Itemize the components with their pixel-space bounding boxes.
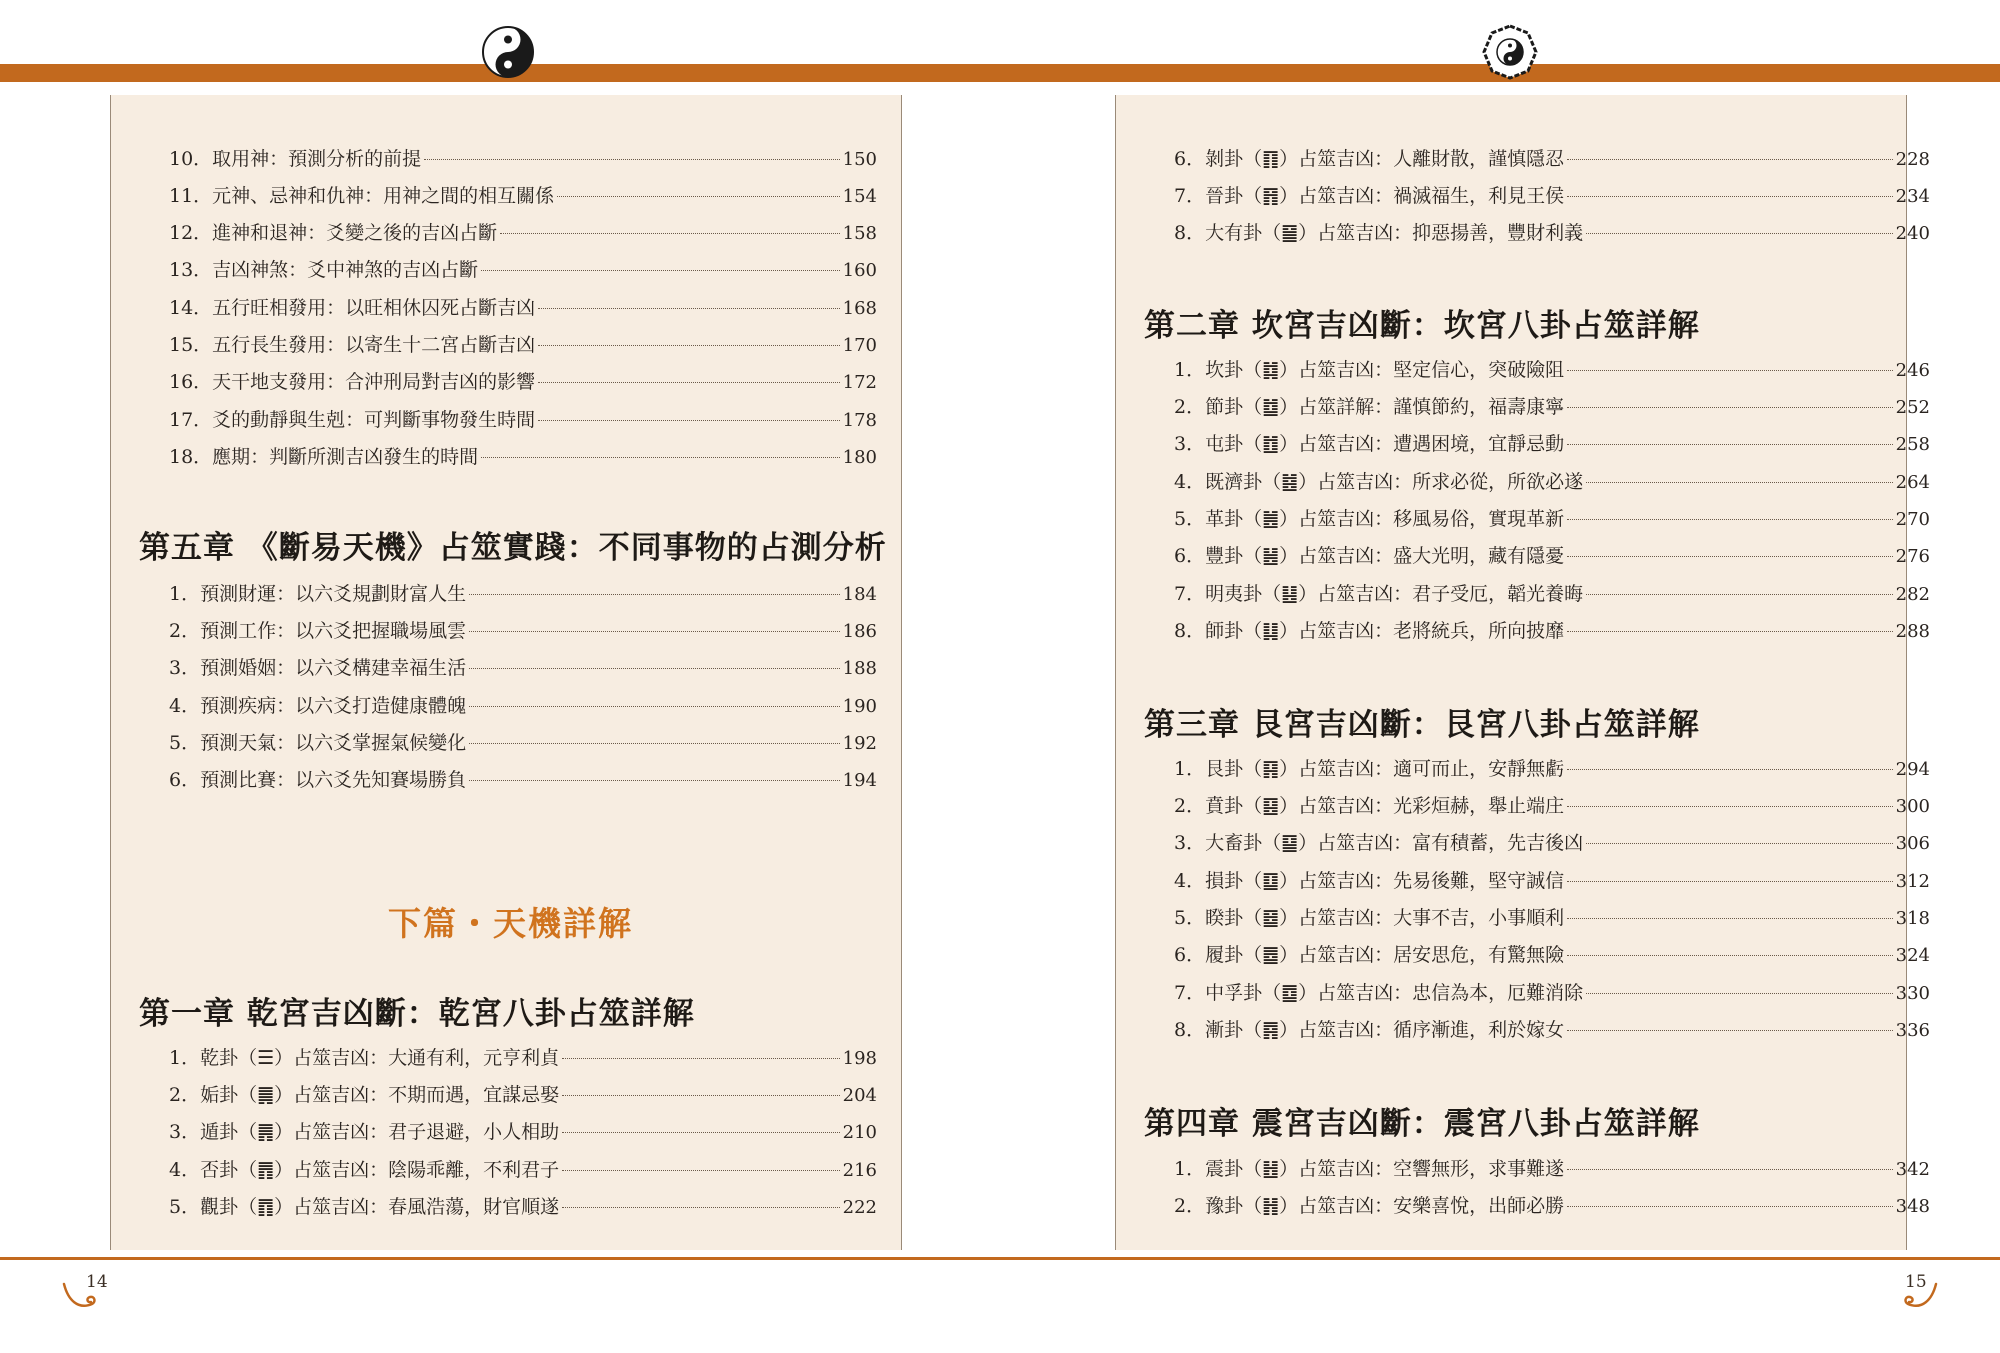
top-accent-bar (0, 64, 2000, 82)
leader-dots (469, 631, 840, 632)
leader-dots (538, 345, 839, 346)
leader-dots (562, 1170, 840, 1171)
leader-dots (469, 668, 840, 669)
toc-entry[interactable]: 13．吉凶神煞：爻中神煞的吉凶占斷 160 (169, 259, 877, 281)
toc-entry[interactable]: 4．損卦（䷨）占筮吉凶：先易後難，堅守誠信 312 (1174, 870, 1930, 892)
toc-entry[interactable]: 11．元神、忌神和仇神：用神之間的相互關係 154 (169, 185, 877, 207)
leader-dots (557, 196, 839, 197)
yin-yang-icon (480, 24, 536, 80)
page-number-right: 15 (1905, 1272, 1927, 1292)
toc-entry[interactable]: 5．觀卦（䷓）占筮吉凶：春風浩蕩，財官順遂 222 (169, 1196, 877, 1218)
toc-entry[interactable]: 1．乾卦（☰）占筮吉凶：大通有利，元亨利貞 198 (169, 1047, 877, 1069)
leader-dots (481, 457, 839, 458)
leader-dots (481, 270, 839, 271)
leader-dots (1586, 233, 1893, 234)
leader-dots (1567, 1169, 1893, 1170)
toc-entry[interactable]: 8．漸卦（䷴）占筮吉凶：循序漸進，利於嫁女 336 (1174, 1019, 1930, 1041)
toc-entry[interactable]: 3．大畜卦（䷙）占筮吉凶：富有積蓄，先吉後凶 306 (1174, 832, 1930, 854)
toc-entry[interactable]: 18．應期：判斷所測吉凶發生的時間 180 (169, 446, 877, 468)
leader-dots (562, 1132, 840, 1133)
chapter-4-heading[interactable]: 第四章 震宮吉凶斷：震宮八卦占筮詳解 (1144, 1106, 1700, 1142)
leader-dots (1567, 881, 1893, 882)
leader-dots (1586, 594, 1893, 595)
leader-dots (562, 1058, 840, 1059)
toc-entry[interactable]: 5．革卦（䷰）占筮吉凶：移風易俗，實現革新 270 (1174, 508, 1930, 530)
toc-entry[interactable]: 10．取用神：預測分析的前提 150 (169, 148, 877, 170)
toc-entry[interactable]: 2．賁卦（䷕）占筮吉凶：光彩烜赫，舉止端庄 300 (1174, 795, 1930, 817)
page-number-left: 14 (86, 1272, 108, 1292)
toc-entry[interactable]: 1．艮卦（䷳）占筮吉凶：適可而止，安靜無虧 294 (1174, 758, 1930, 780)
leader-dots (1567, 196, 1893, 197)
leader-dots (469, 780, 840, 781)
leader-dots (1586, 993, 1893, 994)
toc-entry[interactable]: 7．晉卦（䷢）占筮吉凶：禍滅福生，利見王侯 234 (1174, 185, 1930, 207)
toc-entry[interactable]: 1．坎卦（䷜）占筮吉凶：堅定信心，突破險阻 246 (1174, 359, 1930, 381)
toc-entry[interactable]: 6．豐卦（䷶）占筮吉凶：盛大光明，藏有隱憂 276 (1174, 545, 1930, 567)
toc-entry[interactable]: 14．五行旺相發用：以旺相休囚死占斷吉凶 168 (169, 297, 877, 319)
toc-entry[interactable]: 2．姤卦（䷫）占筮吉凶：不期而遇，宜謀忌娶 204 (169, 1084, 877, 1106)
toc-entry[interactable]: 1．震卦（䷲）占筮吉凶：空響無形，求事難遂 342 (1174, 1158, 1930, 1180)
leader-dots (1567, 769, 1893, 770)
toc-entry[interactable]: 8．師卦（䷆）占筮吉凶：老將統兵，所向披靡 288 (1174, 620, 1930, 642)
leader-dots (1586, 482, 1893, 483)
bagua-icon (1482, 24, 1538, 80)
chapter-1-heading[interactable]: 第一章 乾宮吉凶斷：乾宮八卦占筮詳解 (139, 996, 695, 1032)
leader-dots (1567, 159, 1893, 160)
chapter-2-heading[interactable]: 第二章 坎宮吉凶斷：坎宮八卦占筮詳解 (1144, 308, 1700, 344)
toc-entry[interactable]: 6．剝卦（䷖）占筮吉凶：人離財散，謹慎隱忍 228 (1174, 148, 1930, 170)
leader-dots (1567, 631, 1893, 632)
leader-dots (469, 743, 840, 744)
toc-entry[interactable]: 3．預測婚姻：以六爻構建幸福生活 188 (169, 657, 877, 679)
toc-entry[interactable]: 1．預測財運：以六爻規劃財富人生 184 (169, 583, 877, 605)
leader-dots (1567, 918, 1893, 919)
leader-dots (1567, 444, 1893, 445)
leader-dots (1567, 556, 1893, 557)
leader-dots (562, 1207, 840, 1208)
toc-entry[interactable]: 2．預測工作：以六爻把握職場風雲 186 (169, 620, 877, 642)
toc-entry[interactable]: 6．預測比賽：以六爻先知賽場勝負 194 (169, 769, 877, 791)
toc-entry[interactable]: 3．遁卦（䷠）占筮吉凶：君子退避，小人相助 210 (169, 1121, 877, 1143)
leader-dots (1567, 955, 1893, 956)
toc-entry[interactable]: 4．否卦（䷋）占筮吉凶：陰陽乖離，不利君子 216 (169, 1159, 877, 1181)
leader-dots (538, 382, 839, 383)
toc-entry[interactable]: 2．節卦（䷻）占筮詳解：謹慎節約，福壽康寧 252 (1174, 396, 1930, 418)
leader-dots (1567, 407, 1893, 408)
toc-entry[interactable]: 16．天干地支發用：合沖刑局對吉凶的影響 172 (169, 371, 877, 393)
leader-dots (469, 706, 840, 707)
flourish-right-icon (1902, 1280, 1938, 1316)
right-page (1115, 95, 1930, 1250)
leader-dots (538, 420, 839, 421)
toc-entry[interactable]: 7．明夷卦（䷣）占筮吉凶：君子受厄，韜光養晦 282 (1174, 583, 1930, 605)
leader-dots (538, 308, 839, 309)
leader-dots (1567, 806, 1893, 807)
leader-dots (562, 1095, 840, 1096)
toc-entry[interactable]: 5．預測天氣：以六爻掌握氣候變化 192 (169, 732, 877, 754)
leader-dots (424, 159, 839, 160)
toc-entry[interactable]: 2．豫卦（䷏）占筮吉凶：安樂喜悅，出師必勝 348 (1174, 1195, 1930, 1217)
toc-entry[interactable]: 8．大有卦（䷍）占筮吉凶：抑惡揚善，豐財利義 240 (1174, 222, 1930, 244)
toc-entry[interactable]: 3．屯卦（䷂）占筮吉凶：遭遇困境，宜靜忌動 258 (1174, 433, 1930, 455)
bottom-accent-line (0, 1257, 2000, 1260)
toc-entry[interactable]: 5．睽卦（䷥）占筮吉凶：大事不吉，小事順利 318 (1174, 907, 1930, 929)
leader-dots (500, 233, 839, 234)
toc-entry[interactable]: 15．五行長生發用：以寄生十二宮占斷吉凶 170 (169, 334, 877, 356)
leader-dots (1567, 1030, 1893, 1031)
toc-entry[interactable]: 4．預測疾病：以六爻打造健康體魄 190 (169, 695, 877, 717)
leader-dots (1586, 843, 1893, 844)
chapter-3-heading[interactable]: 第三章 艮宮吉凶斷：艮宮八卦占筮詳解 (1144, 707, 1700, 743)
toc-entry[interactable]: 4．既濟卦（䷾）占筮吉凶：所求必從，所欲必遂 264 (1174, 471, 1930, 493)
leader-dots (1567, 1206, 1893, 1207)
toc-entry[interactable]: 6．履卦（䷉）占筮吉凶：居安思危，有驚無險 324 (1174, 944, 1930, 966)
leader-dots (1567, 370, 1893, 371)
leader-dots (469, 594, 840, 595)
toc-entry[interactable]: 17．爻的動靜與生剋：可判斷事物發生時間 178 (169, 409, 877, 431)
leader-dots (1567, 519, 1893, 520)
chapter-5-heading[interactable]: 第五章 《斷易天機》占筮實踐：不同事物的占測分析 (139, 530, 887, 566)
left-page (110, 95, 902, 1250)
toc-entry[interactable]: 12．進神和退神：爻變之後的吉凶占斷 158 (169, 222, 877, 244)
part-title[interactable]: 下篇・天機詳解 (388, 904, 633, 943)
toc-entry[interactable]: 7．中孚卦（䷼）占筮吉凶：忠信為本，厄難消除 330 (1174, 982, 1930, 1004)
